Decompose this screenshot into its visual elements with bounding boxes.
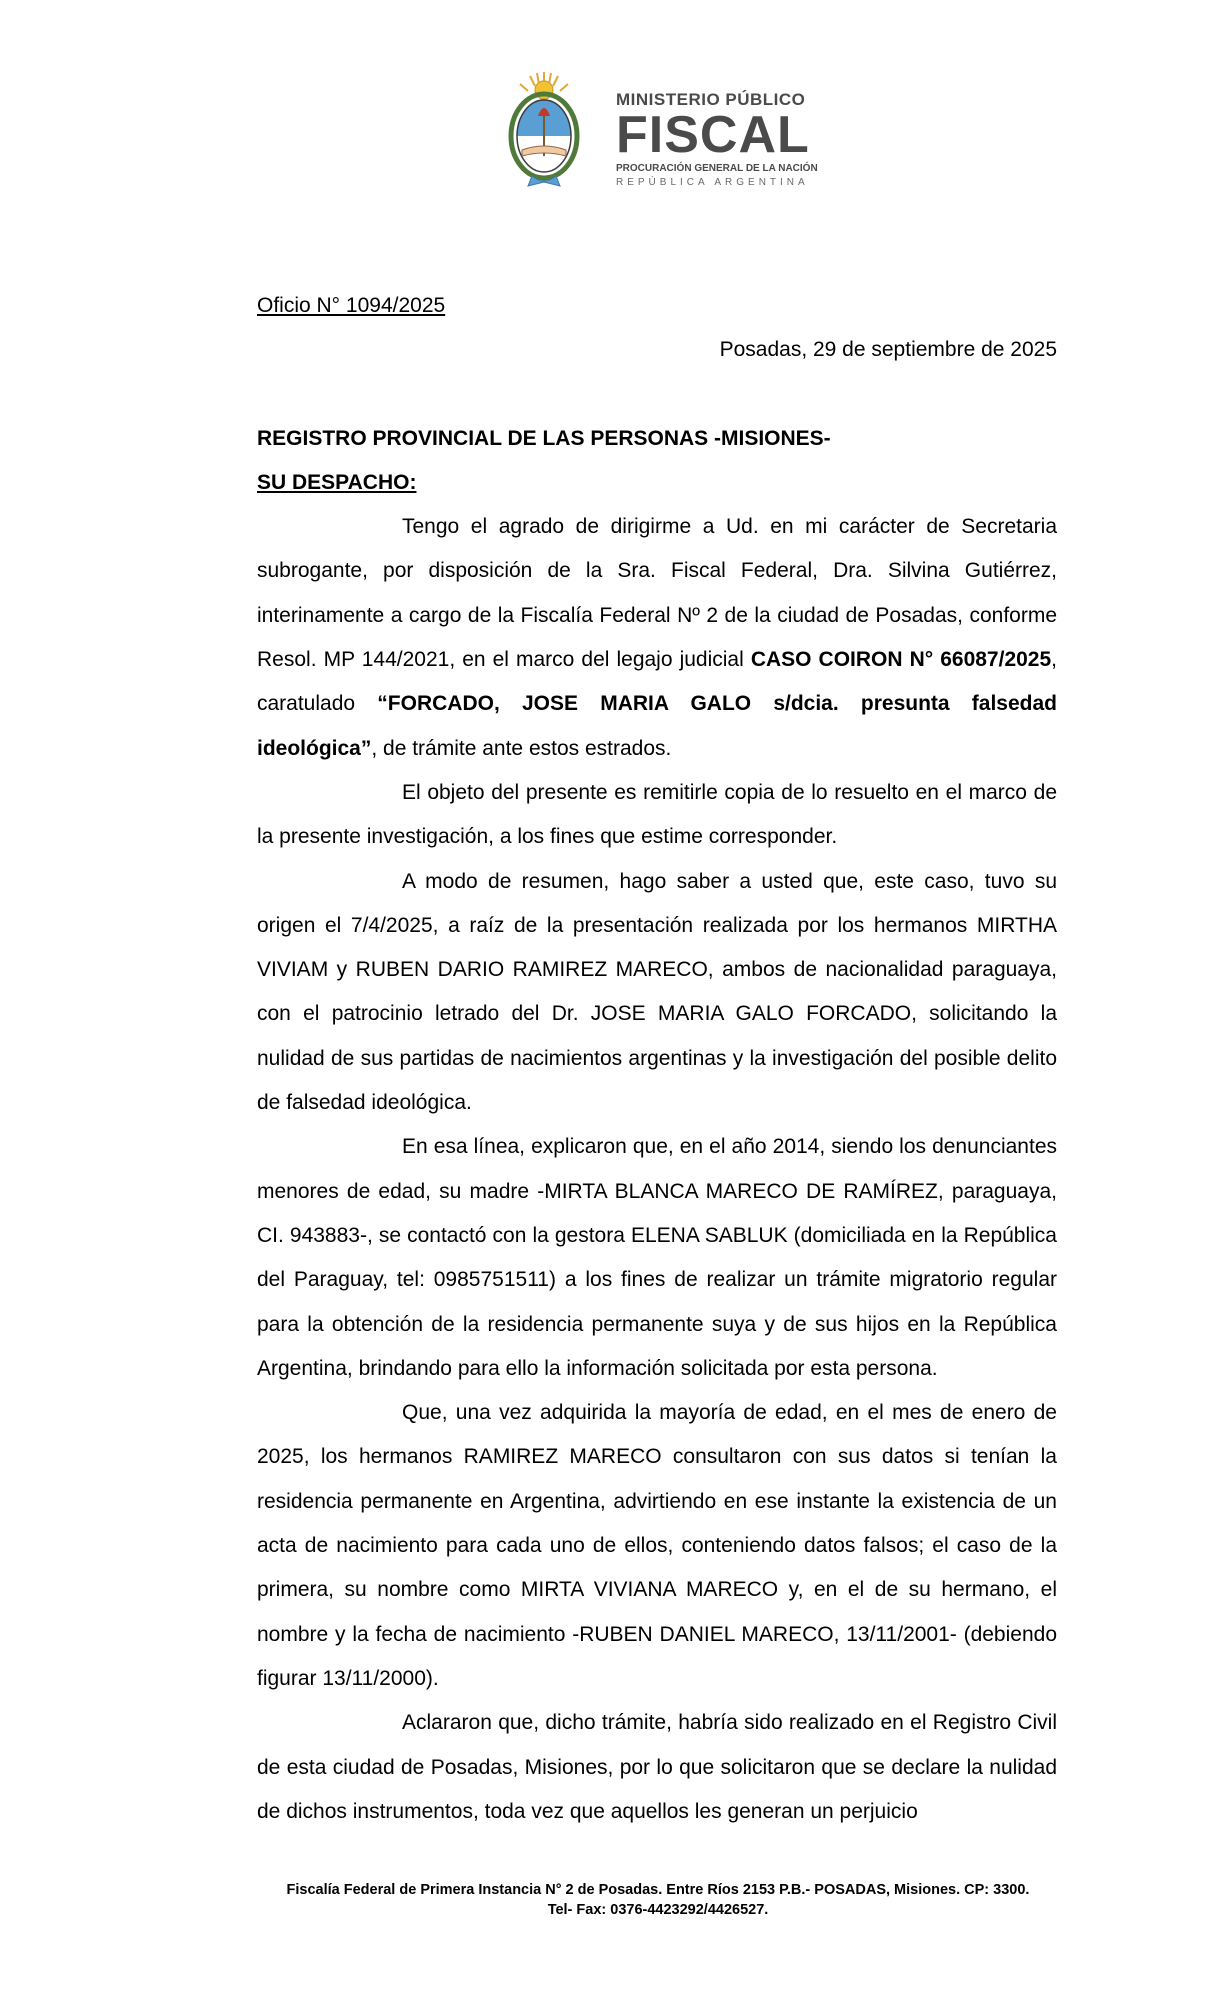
logo-republica: REPÚBLICA ARGENTINA — [616, 177, 809, 188]
logo-fiscal: FISCAL — [616, 106, 810, 164]
footer — [200, 1880, 1116, 1920]
paragraph-5: Que, una vez adquirida la mayoría de edad, en el mes de enero de 2025, los hermanos RAMIREZ MARECO consultaron con sus datos si tenían la residencia permanente en Argentina, advirtiendo en ese instante la existencia de un acta de nacimiento para cada uno de ellos, conteniendo datos falsos; el caso de la primera, su nombre como MIRTA VIVIANA MARECO y, en el de su hermano, el nombre y la fecha de nacimiento -RUBEN DANIEL MARECO, 13/11/2001- (debiendo figurar 13/11/2000). — [257, 1401, 1057, 1690]
letterhead — [508, 70, 828, 200]
paragraph-4: En esa línea, explicaron que, en el año 2014, siendo los denunciantes menores de edad, su madre -MIRTA BLANCA MARECO DE RAMÍREZ, paraguaya, CI. 943883-, se contactó con la gestora ELENA SABLUK (domiciliada en la República del Paraguay, tel: 0985751511) a los fines de realizar un trámite migratorio regular para la obtención de la residencia permanente suya y de sus hijos en la República Argentina, brindando para ello la información solicitada por esta persona. — [257, 1135, 1057, 1380]
footer-address: Fiscalía Federal de Primera Instancia N° 2 de Posadas. Entre Ríos 2153 P.B.- POSADAS, Misiones. CP: 3300. — [286, 1882, 1030, 1898]
su-despacho: SU DESPACHO: — [257, 470, 417, 494]
place-date: Posadas, 29 de septiembre de 2025 — [719, 338, 1057, 362]
letter-body — [257, 284, 1057, 1834]
paragraph-6: Aclararon que, dicho trámite, habría sido realizado en el Registro Civil de esta ciudad de Posadas, Misiones, por lo que solicitaron que se declare la nulidad de dichos instrumentos, toda vez que aquellos les generan un perjuicio — [257, 1711, 1057, 1823]
footer-phone: Tel- Fax: 0376-4423292/4426527. — [547, 1902, 769, 1918]
oficio-number: Oficio N° 1094/2025 — [257, 294, 446, 317]
paragraph-3: A modo de resumen, hago saber a usted que, este caso, tuvo su origen el 7/4/2025, a raíz de la presentación realizada por los hermanos MIRTHA VIVIAM y RUBEN DARIO RAMIREZ MARECO, ambos de nacionalidad paraguaya, con el patrocinio letrado del Dr. JOSE MARIA GALO FORCADO, solicitando la nulidad de sus partidas de nacimientos argentinas y la investigación del posible delito de falsedad ideológica. — [257, 869, 1057, 1115]
paragraph-2: El objeto del presente es remitirle copia de lo resuelto en el marco de la presente investigación, a los fines que estime corresponder. — [257, 780, 1057, 849]
logo-procuracion: PROCURACIÓN GENERAL DE LA NACIÓN — [616, 163, 818, 174]
argentine-coat-of-arms-icon — [508, 70, 580, 198]
logo-ministerio: MINISTERIO PÚBLICO — [616, 90, 806, 109]
case-caption: “FORCADO, JOSE MARIA GALO s/dcia. presunta falsedad ideológica” — [257, 692, 1057, 760]
addressee: REGISTRO PROVINCIAL DE LAS PERSONAS -MISIONES- — [257, 426, 831, 450]
paragraph-1: Tengo el agrado de dirigirme a Ud. en mi carácter de Secretaria subrogante, por disposición de la Sra. Fiscal Federal, Dra. Silvina Gutiérrez, interinamente a cargo de la Fiscalía Federal Nº 2 de la ciudad de Posadas, conforme Resol. MP 144/2021, en el marco del legajo judicial CASO COIRON N° 66087/2025, caratulado “FORCADO, JOSE MARIA GALO s/dcia. presunta falsedad ideológica”, de trámite ante estos estrados. — [257, 515, 1057, 760]
case-number: CASO COIRON N° 66087/2025 — [750, 648, 1052, 672]
